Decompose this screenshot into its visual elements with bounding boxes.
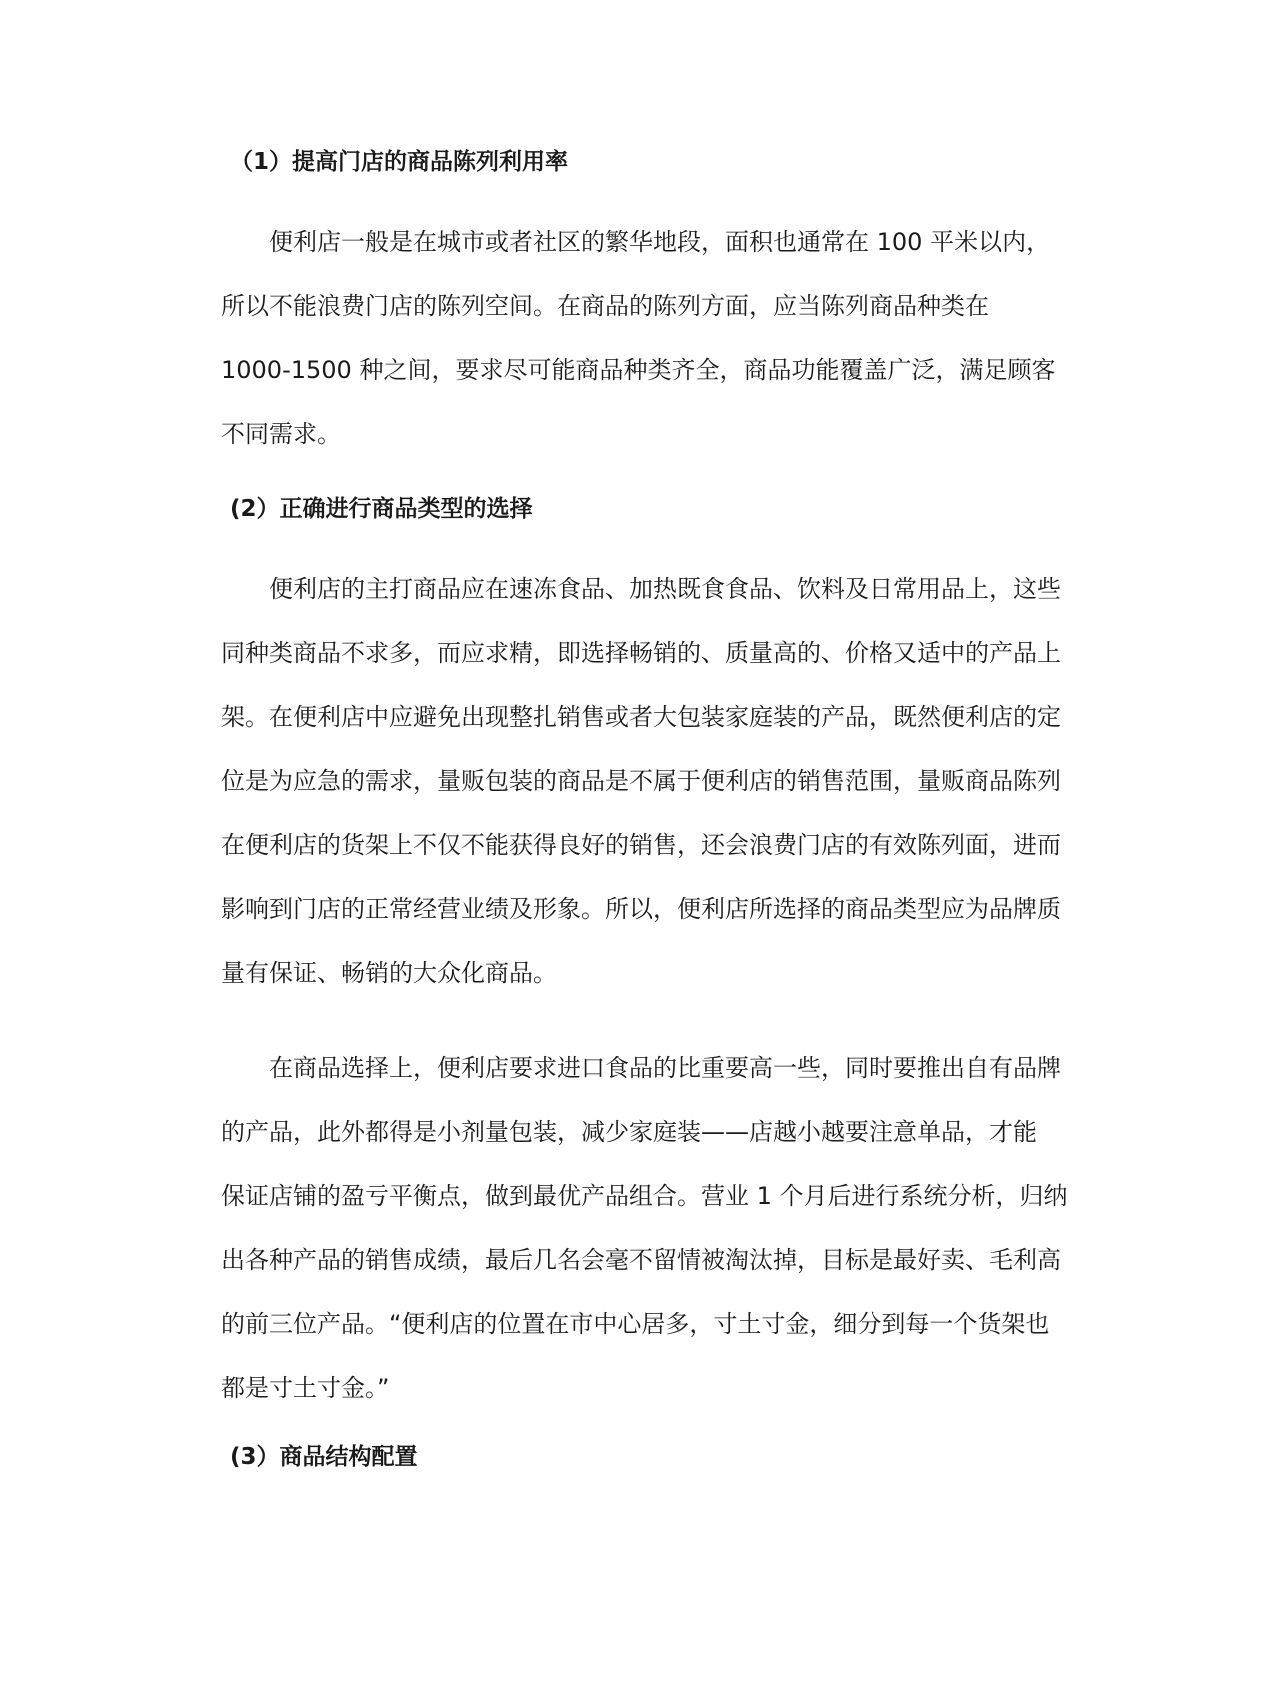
paragraph-line: 影响到门店的正常经营业绩及形象。所以，便利店所选择的商品类型应为品牌质 xyxy=(221,895,1061,923)
paragraph-line: 的产品，此外都得是小剂量包装，减少家庭装——店越小越要注意单品，才能 xyxy=(221,1118,1037,1146)
paragraph-line: 便利店的主打商品应在速冻食品、加热既食食品、饮料及日常用品上，这些 xyxy=(269,575,1061,603)
section-1-paragraph xyxy=(221,210,1081,466)
paragraph-line: 保证店铺的盈亏平衡点，做到最优产品组合。营业 1 个月后进行系统分析，归纳 xyxy=(221,1182,1068,1210)
paragraph-line: 出各种产品的销售成绩，最后几名会毫不留情被淘汰掉，目标是最好卖、毛利高 xyxy=(221,1246,1061,1274)
section-2-paragraph-1 xyxy=(221,557,1081,1005)
paragraph-line: 位是为应急的需求，量贩包装的商品是不属于便利店的销售范围，量贩商品陈列 xyxy=(221,767,1061,795)
paragraph-line: 在商品选择上，便利店要求进口食品的比重要高一些，同时要推出自有品牌 xyxy=(269,1054,1061,1082)
paragraph-line: 便利店一般是在城市或者社区的繁华地段，面积也通常在 100 平米以内， xyxy=(269,228,1051,256)
section-2-paragraph-2 xyxy=(221,1036,1081,1420)
paragraph-line: 1000-1500 种之间，要求尽可能商品种类齐全，商品功能覆盖广泛，满足顾客 xyxy=(221,356,1056,384)
paragraph-line: 的前三位产品。“便利店的位置在市中心居多，寸土寸金，细分到每一个货架也 xyxy=(221,1310,1050,1338)
paragraph-line: 同种类商品不求多，而应求精，即选择畅销的、质量高的、价格又适中的产品上 xyxy=(221,639,1061,667)
paragraph-line: 不同需求。 xyxy=(221,420,341,448)
paragraph-line: 都是寸土寸金。” xyxy=(221,1374,390,1402)
paragraph-line: 架。在便利店中应避免出现整扎销售或者大包装家庭装的产品，既然便利店的定 xyxy=(221,703,1061,731)
paragraph-line: 在便利店的货架上不仅不能获得良好的销售，还会浪费门店的有效陈列面，进而 xyxy=(221,831,1061,859)
section-2-heading: (2）正确进行商品类型的选择 xyxy=(230,496,533,522)
section-3-heading: (3）商品结构配置 xyxy=(230,1444,418,1470)
paragraph-line: 所以不能浪费门店的陈列空间。在商品的陈列方面，应当陈列商品种类在 xyxy=(221,292,989,320)
section-1-heading: （1）提高门店的商品陈列利用率 xyxy=(230,149,569,175)
paragraph-line: 量有保证、畅销的大众化商品。 xyxy=(221,959,557,987)
